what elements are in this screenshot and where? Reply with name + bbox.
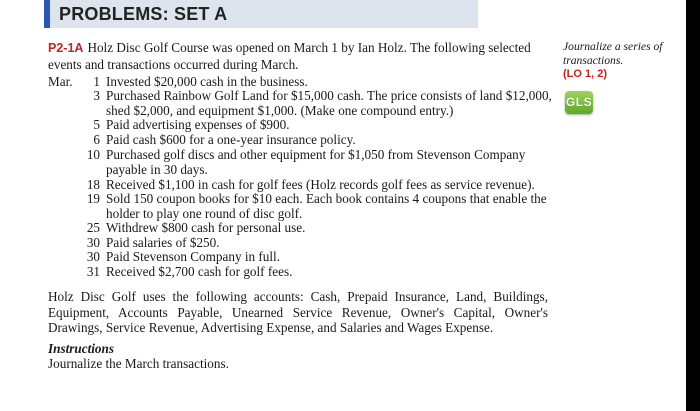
transaction-text: Received $1,100 in cash for golf fees (Holz records golf fees as service revenue). (106, 177, 535, 192)
transaction-text: Paid cash $600 for a one-year insurance policy. (106, 132, 356, 147)
transaction-row (48, 177, 558, 192)
transaction-text: Received $2,700 cash for golf fees. (106, 264, 293, 279)
problem-intro-text: Holz Disc Golf Course was opened on March 1 by Ian Holz. The following selected events and transactions occurred during March. (48, 40, 531, 72)
transaction-row (48, 74, 558, 89)
transaction-row (48, 235, 558, 250)
instructions-heading: Instructions (48, 341, 114, 356)
screen-edge (686, 0, 700, 411)
transaction-row (48, 264, 558, 279)
margin-note: Journalize a series of transactions. (563, 40, 663, 67)
transaction-text: Paid Stevenson Company in full. (106, 249, 280, 264)
learning-objectives: (LO 1, 2) (563, 68, 608, 80)
transaction-day: 10 (86, 147, 100, 162)
transaction-row (48, 220, 558, 235)
transaction-day: 25 (86, 220, 100, 235)
transaction-row (48, 132, 558, 147)
header-accent-bar (44, 0, 50, 28)
transaction-text: Invested $20,000 cash in the business. (106, 74, 308, 89)
transaction-text: Paid advertising expenses of $900. (106, 117, 290, 132)
problem-intro (48, 40, 548, 72)
transaction-row (48, 249, 558, 264)
transaction-row (48, 191, 558, 221)
transaction-text: Withdrew $800 cash for personal use. (106, 220, 306, 235)
transaction-text: Paid salaries of $250. (106, 235, 220, 250)
transaction-day: 19 (86, 191, 100, 206)
transaction-row (48, 147, 558, 177)
transaction-row (48, 88, 558, 118)
transaction-day: 18 (86, 177, 100, 192)
transaction-text: Sold 150 coupon books for $10 each. Each book contains 4 coupons that enable the holder to play one round of disc golf. (106, 191, 547, 222)
transaction-day: 5 (93, 117, 100, 132)
accounts-paragraph: Holz Disc Golf uses the following accounts: Cash, Prepaid Insurance, Land, Buildings, Equipment, Accounts Payable, Unearned Service Revenue, Owner's Capital, Owner's Drawings, Service Revenue, Advertising Expense, and Salaries and Wages Expense. (48, 289, 548, 335)
transaction-day: 30 (86, 235, 100, 250)
gls-badge[interactable]: GLS (565, 91, 593, 114)
instructions-text: Journalize the March transactions. (48, 356, 229, 371)
transaction-row (48, 117, 558, 132)
transaction-month: Mar. (48, 74, 73, 89)
section-title: PROBLEMS: SET A (59, 4, 228, 24)
transaction-text: Purchased golf discs and other equipment for $1,050 from Stevenson Company payable in 30 days. (106, 147, 526, 178)
transaction-text: Purchased Rainbow Golf Land for $15,000 cash. The price consists of land $12,000, shed $2,000, and equipment $1,000. (Make one compound entry.) (106, 88, 552, 119)
transaction-day: 31 (86, 264, 100, 279)
transaction-day: 6 (93, 132, 100, 147)
transaction-day: 3 (93, 88, 100, 103)
transaction-day: 30 (86, 249, 100, 264)
problem-number: P2-1A (48, 41, 84, 55)
transaction-day: 1 (93, 74, 100, 89)
